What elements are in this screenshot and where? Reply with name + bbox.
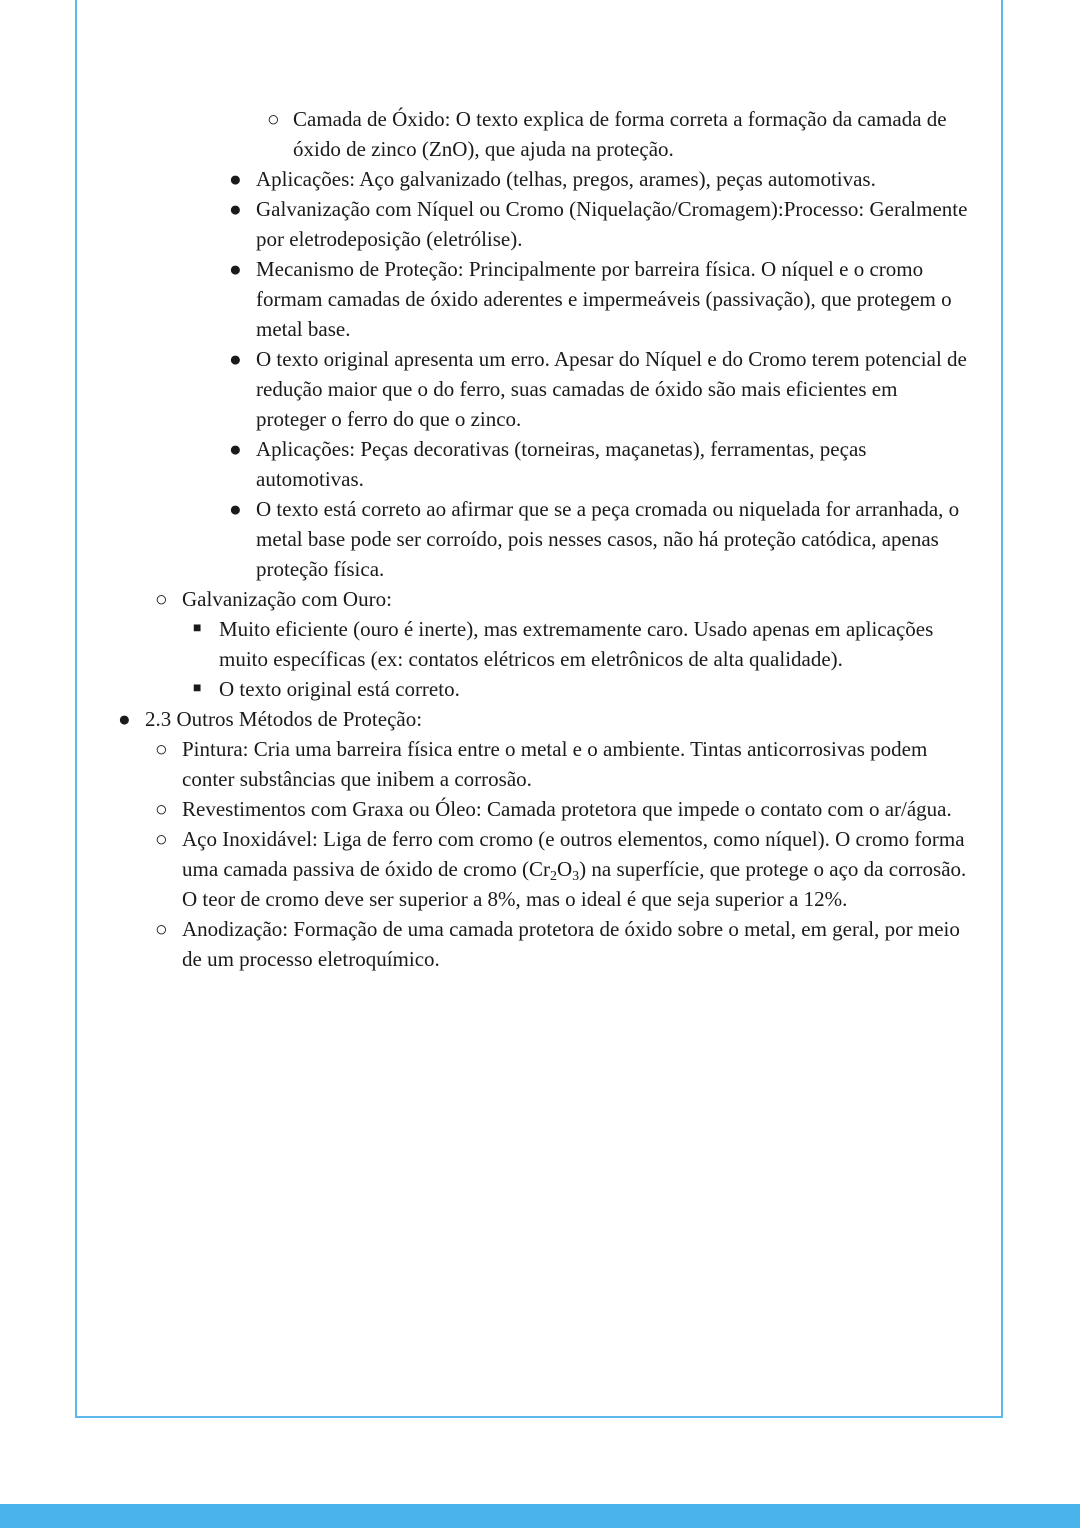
list-item-text: Muito eficiente (ouro é inerte), mas extremamente caro. Usado apenas em aplicações muito específicas (ex: contatos elétricos em eletrônicos de alta qualidade). [219,617,934,671]
list-item-text: Aplicações: Peças decorativas (torneiras, maçanetas), ferramentas, peças automotivas. [256,437,867,491]
section-heading-item [0,704,965,734]
list-item [0,824,967,914]
square-bullet-icon: ■ [193,621,202,636]
list-item-text: Mecanismo de Proteção: Principalmente por barreira física. O níquel e o cromo formam camadas de óxido aderentes e impermeáveis (passivação), que protegem o metal base. [256,257,952,341]
list-item-text: Camada de Óxido: O texto explica de forma correta a formação da camada de óxido de zinco (ZnO), que ajuda na proteção. [293,107,947,161]
list-item-text: O texto está correto ao afirmar que se a peça cromada ou niquelada for arranhada, o metal base pode ser corroído, pois nesses casos, não há proteção catódica, apenas proteção física. [256,497,960,581]
list-item-text: O texto original apresenta um erro. Apesar do Níquel e do Cromo terem potencial de redução maior que o do ferro, suas camadas de óxido são mais eficientes em proteger o ferro do que o zinco. [256,347,967,431]
list-item [0,434,968,494]
list-item-text: Aço Inoxidável: Liga de ferro com cromo (e outros elementos, como níquel). O cromo forma uma camada passiva de óxido de cromo $(Cr_2O_3)$ na superfície, que protege o aço da corrosão. O teor de cromo deve ser superior a 8%, mas o ideal é que seja superior a 12%. [182,827,967,911]
footer-bar [0,1504,1080,1528]
bullet-icon: ● [229,167,242,191]
list-item-text: Galvanização com Níquel ou Cromo (Niquelação/Cromagem):Processo: Geralmente por eletrodeposição (eletrólise). [256,197,968,251]
bullet-icon: ● [229,197,242,221]
square-bullet-icon: ■ [193,681,202,696]
subscript: 2 [549,869,557,884]
hollow-circle-bullet-icon: ○ [155,797,168,821]
list-item-text: Aplicações: Aço galvanizado (telhas, pregos, arames), peças automotivas. [256,167,876,191]
subscript: 3 [572,869,580,884]
list-item [0,584,967,614]
list-item [0,734,967,794]
section-heading: 2.3 Outros Métodos de Proteção: [145,707,423,731]
hollow-circle-bullet-icon: ○ [267,107,280,131]
list-item [0,914,967,974]
document-body [0,104,1080,974]
list-item-text: Anodização: Formação de uma camada protetora de óxido sobre o metal, em geral, por meio de um processo eletroquímico. [182,917,960,971]
list-item [0,794,967,824]
bullet-icon: ● [118,707,131,731]
list-item-text: Galvanização com Ouro: [182,587,392,611]
list-item [0,164,968,194]
list-item [0,674,964,704]
bullet-icon: ● [229,497,242,521]
bullet-icon: ● [229,437,242,461]
list-item [0,254,968,344]
list-item-text: Pintura: Cria uma barreira física entre o metal e o ambiente. Tintas anticorrosivas podem conter substâncias que inibem a corrosão. [182,737,928,791]
list-item-text: Revestimentos com Graxa ou Óleo: Camada protetora que impede o contato com o ar/água. [182,797,952,821]
list-item [0,344,968,434]
hollow-circle-bullet-icon: ○ [155,917,168,941]
list-item [0,494,968,584]
hollow-circle-bullet-icon: ○ [155,737,168,761]
list-item [0,614,964,674]
list-item [0,194,968,254]
list-item [0,104,953,164]
bullet-icon: ● [229,347,242,371]
hollow-circle-bullet-icon: ○ [155,827,168,851]
hollow-circle-bullet-icon: ○ [155,587,168,611]
bullet-icon: ● [229,257,242,281]
list-item-text: O texto original está correto. [219,677,460,701]
